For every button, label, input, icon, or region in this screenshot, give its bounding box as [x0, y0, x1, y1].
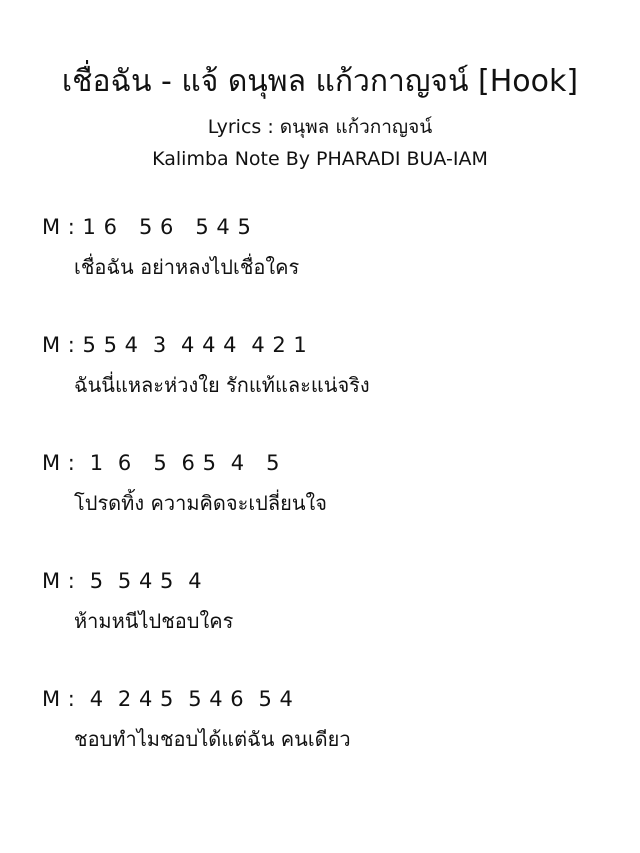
lyric-line: โปรดทิ้ง ความคิดจะเปลี่ยนใจ: [74, 491, 327, 515]
kalimba-notes: M : 5 5 4 3 4 4 4 4 2 1: [42, 333, 308, 357]
lyric-line: ห้ามหนีไปชอบใคร: [74, 609, 234, 633]
verse-block: [42, 684, 622, 754]
verse-block: [42, 330, 622, 400]
verse-block: [42, 448, 622, 518]
lyric-line: ฉันนี่แหละห่วงใย รักแท้และแน่จริง: [74, 373, 370, 397]
verse-block: [42, 212, 622, 282]
kalimba-notes: M : 1 6 5 6 5 4 5: [42, 451, 281, 475]
kalimba-notes: M : 4 2 4 5 5 4 6 5 4: [42, 687, 294, 711]
kalimba-notes: M : 1 6 5 6 5 4 5: [42, 215, 252, 239]
verse-block: [42, 566, 622, 636]
kalimba-notes: M : 5 5 4 5 4: [42, 569, 203, 593]
kalimba-note-credit: Kalimba Note By PHARADI BUA-IAM: [152, 148, 488, 170]
lyric-line: ชอบทำไมชอบได้แต่ฉัน คนเดียว: [74, 727, 351, 751]
lyrics-credit: Lyrics : ดนุพล แก้วกาญจน์: [207, 116, 433, 138]
lyric-line: เชื่อฉัน อย่าหลงไปเชื่อใคร: [74, 255, 300, 279]
song-title: เชื่อฉัน - แจ้ ดนุพล แก้วกาญจน์ [Hook]: [61, 64, 579, 99]
